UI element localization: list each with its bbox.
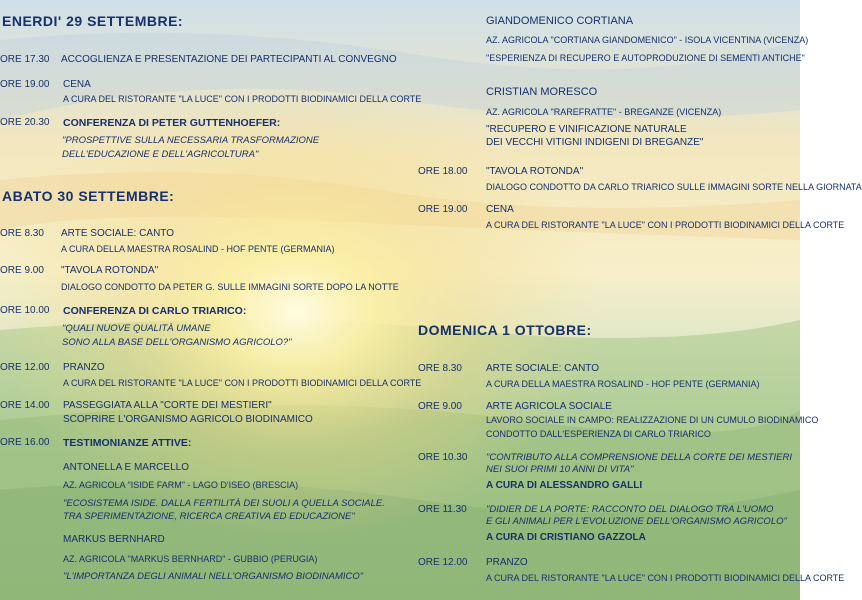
- event-title: ARTE SOCIALE: CANTO: [61, 228, 174, 239]
- event-title: ARTE AGRICOLA SOCIALE: [486, 401, 612, 412]
- time-label: ORE 10.00: [0, 305, 50, 316]
- event-detail: SONO ALLA BASE DELL'ORGANISMO AGRICOLO?": [62, 337, 292, 348]
- time-label: ORE 8.30: [0, 228, 44, 239]
- event-detail: DIALOGO CONDOTTO DA PETER G. SULLE IMMAGINI SORTE DOPO LA NOTTE: [61, 282, 399, 292]
- event-detail: "PROSPETTIVE SULLA NECESSARIA TRASFORMAZIONE: [62, 135, 320, 146]
- time-label: ORE 17.30: [0, 54, 50, 65]
- speaker-talk: TRA SPERIMENTAZIONE, RICERCA CREATIVA ED EDUCAZIONE": [63, 511, 355, 522]
- speaker-farm: AZ. AGRICOLA "RAREFRATTE" - BREGANZE (VICENZA): [486, 107, 722, 117]
- event-detail: LAVORO SOCIALE IN CAMPO: REALIZZAZIONE DI UN CUMULO BIODINAMICO: [486, 415, 819, 425]
- event-title: "CONTRIBUTO ALLA COMPRENSIONE DELLA CORTE DEI MESTIERI: [486, 452, 793, 463]
- speaker-name: ANTONELLA E MARCELLO: [63, 462, 189, 473]
- event-title: ARTE SOCIALE: CANTO: [486, 363, 599, 374]
- event-title: PRANZO: [486, 557, 528, 568]
- event-title: "TAVOLA ROTONDA": [486, 166, 584, 177]
- event-title: "DIDIER DE LA PORTE: RACCONTO DEL DIALOGO TRA L'UOMO: [486, 504, 774, 515]
- day3-heading: DOMENICA 1 OTTOBRE:: [418, 322, 592, 338]
- day2-heading: ABATO 30 SETTEMBRE:: [2, 188, 175, 204]
- time-label: ORE 11.30: [418, 504, 467, 515]
- time-label: ORE 8.30: [418, 363, 462, 374]
- event-detail: DIALOGO CONDOTTO DA CARLO TRIARICO SULLE IMMAGINI SORTE NELLA GIORNATA: [486, 182, 862, 192]
- event-detail: E GLI ANIMALI PER L'EVOLUZIONE DELL'ORGANISMO AGRICOLO": [486, 516, 787, 527]
- speaker-name: GIANDOMENICO CORTIANA: [486, 15, 634, 27]
- speaker-talk: "ESPERIENZA DI RECUPERO E AUTOPRODUZIONE DI SEMENTI ANTICHE": [486, 53, 805, 63]
- event-title: ACCOGLIENZA E PRESENTAZIONE DEI PARTECIPANTI AL CONVEGNO: [61, 54, 397, 65]
- event-detail: A CURA DELLA MAESTRA ROSALIND - HOF PENTE (GERMANIA): [61, 244, 335, 254]
- time-label: ORE 10.30: [418, 452, 468, 463]
- event-detail: "QUALI NUOVE QUALITÀ UMANE: [62, 323, 211, 334]
- speaker-name: MARKUS BERNHARD: [63, 534, 165, 545]
- speaker-farm: AZ. AGRICOLA "ISIDE FARM" - LAGO D'ISEO (BRESCIA): [63, 480, 299, 490]
- speaker-talk: "L'IMPORTANZA DEGLI ANIMALI NELL'ORGANISMO BIODINAMICO": [63, 571, 364, 582]
- time-label: ORE 19.00: [418, 204, 468, 215]
- event-curator: A CURA DI CRISTIANO GAZZOLA: [486, 532, 646, 543]
- event-title: PASSEGGIATA ALLA "CORTE DEI MESTIERI": [63, 400, 272, 411]
- event-title: "TAVOLA ROTONDA": [61, 265, 159, 276]
- time-label: ORE 14.00: [0, 400, 50, 411]
- time-label: ORE 20.30: [0, 117, 50, 128]
- event-title: CONFERENZA DI CARLO TRIARICO:: [63, 305, 247, 317]
- event-title: CENA: [486, 204, 514, 215]
- event-detail: A CURA DEL RISTORANTE "LA LUCE" CON I PRODOTTI BIODINAMICI DELLA CORTE: [63, 94, 422, 104]
- speaker-talk: "ECOSISTEMA ISIDE. DALLA FERTILITÀ DEI SUOLI A QUELLA SOCIALE.: [63, 498, 385, 509]
- event-detail: A CURA DEL RISTORANTE "LA LUCE" CON I PRODOTTI BIODINAMICI DELLA CORTE: [486, 573, 845, 583]
- time-label: ORE 9.00: [0, 265, 44, 276]
- event-detail: DELL'EDUCAZIONE E DELL'AGRICOLTURA": [62, 149, 259, 160]
- speaker-talk: "RECUPERO E VINIFICAZIONE NATURALE: [486, 124, 687, 135]
- event-title: CENA: [63, 79, 91, 90]
- time-label: ORE 18.00: [418, 166, 468, 177]
- time-label: ORE 9.00: [418, 401, 462, 412]
- event-detail: CONDOTTO DALL'ESPERIENZA DI CARLO TRIARICO: [486, 429, 711, 439]
- event-title: TESTIMONIANZE ATTIVE:: [63, 437, 192, 449]
- event-detail: A CURA DEL RISTORANTE "LA LUCE" CON I PRODOTTI BIODINAMICI DELLA CORTE: [486, 220, 845, 230]
- time-label: ORE 19.00: [0, 79, 50, 90]
- time-label: ORE 16.00: [0, 437, 50, 448]
- event-curator: A CURA DI ALESSANDRO GALLI: [486, 480, 643, 491]
- speaker-name: CRISTIAN MORESCO: [486, 86, 598, 98]
- time-label: ORE 12.00: [0, 362, 50, 373]
- time-label: ORE 12.00: [418, 557, 468, 568]
- speaker-farm: AZ. AGRICOLA "MARKUS BERNHARD" - GUBBIO (PERUGIA): [63, 554, 318, 564]
- speaker-farm: AZ. AGRICOLA "CORTIANA GIANDOMENICO" - ISOLA VICENTINA (VICENZA): [486, 35, 809, 45]
- event-detail: A CURA DELLA MAESTRA ROSALIND - HOF PENTE (GERMANIA): [486, 379, 760, 389]
- event-title: PRANZO: [63, 362, 105, 373]
- event-title: CONFERENZA DI PETER GUTTENHOEFER:: [63, 117, 281, 129]
- event-detail: NEI SUOI PRIMI 10 ANNI DI VITA": [486, 464, 634, 475]
- event-detail: SCOPRIRE L'ORGANISMO AGRICOLO BIODINAMICO: [63, 414, 313, 425]
- day1-heading: ENERDI' 29 SETTEMBRE:: [2, 13, 184, 29]
- speaker-talk: DEI VECCHI VITIGNI INDIGENI DI BREGANZE": [486, 137, 704, 148]
- event-detail: A CURA DEL RISTORANTE "LA LUCE" CON I PRODOTTI BIODINAMICI DELLA CORTE: [63, 378, 422, 388]
